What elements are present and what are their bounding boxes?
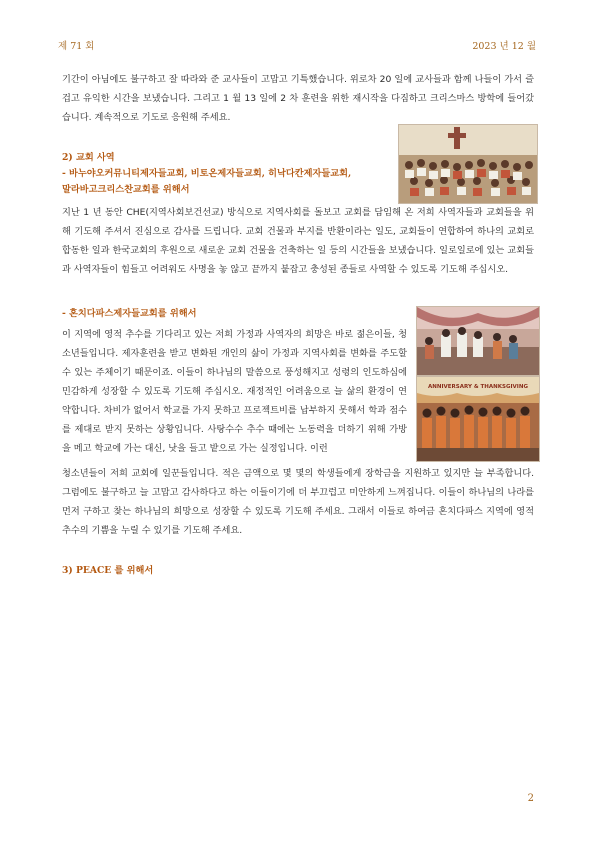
section-2-title: 2) 교회 사역 [62, 152, 115, 163]
issue-number: 제 71 회 [58, 41, 95, 52]
section-2-body: 지난 1 년 동안 CHE(지역사회보건선교) 방식으로 지역사회를 돌보고 교회를 담임해 온 저희 사역자들과 교회들을 위해 기도해 주셔서 진심으로 감사를 드립니다. 교회 건물과 부지를 반환이라는 일도, 교회들이 연합하여 하나의 교회로 합동한 일과 한국교회의 후원으로 새로운 교회 건물을 건축하는 일 등의 시간들을 보냈습니다. 일로일로에 있는 교회들과 사역자들이 힘들고 어려워도 사명을 놓 않고 끝까지 붙잡고 충성된 종들로 사역할 수 있도록 기도해 주십시오. [62, 207, 534, 275]
section-3-title: 3) PEACE 를 위해서 [62, 565, 154, 576]
issue-date: 2023 년 12 월 [472, 41, 536, 52]
section-2-subtitle-line1: - 바누야오커뮤니티제자들교회, 비토온제자들교회, 히낙다칸제자들교회, [62, 168, 352, 179]
page-number: 2 [527, 793, 534, 804]
honchi-body-narrow: 이 지역에 영적 추수를 기다리고 있는 저희 가정과 사역자의 희망은 바로 젊은이들, 청소년들입니다. 제자훈련을 받고 변화된 개인의 삶이 가정과 지역사회를 변화를 주도할 수 있는 주체이기 때문이죠. 이들이 하나님의 말씀으로 풍성해지고 성령의 인도하심에 민감하게 성장할 수 있도록 기도해 주십시오. 재정적인 어려움으로 늘 삶의 환경이 연약합니다. 차비가 없어서 학교를 가지 못하고 프로젝트비를 납부하지 못해서 학과 점수를 제대로 받지 못하는 상황입니다. 사탕수수 추수 때에는 노동력을 더하기 위해 가방을 메고 학교에 가는 대신, 낫을 들고 밭으로 가는 실정입니다. 이런 [62, 329, 407, 454]
honchi-body-full: 청소년들이 저희 교회에 일꾼들입니다. 적은 금액으로 몇 몇의 학생들에게 장학금을 지원하고 있지만 늘 부족합니다. 그럼에도 불구하고 늘 고맙고 감사하다고 하는 이들이기에 더 부끄럽고 미안하게 느껴집니다. 이들이 하나님의 나라를 먼저 구하고 찾는 하나님의 희망으로 성장할 수 있도록 기도해 주세요. 그래서 이들로 하여금 혼치다파스 지역에 영적 추수의 기쁨을 누릴 수 있기를 기도해 주세요. [62, 468, 534, 536]
honchi-section-title: - 혼치다파스제자들교회를 위해서 [62, 308, 197, 319]
intro-paragraph: 기간이 아님에도 불구하고 잘 따라와 준 교사들이 고맙고 기특했습니다. 위로차 20 일에 교사들과 함께 나들이 가서 즐겁고 유익한 시간을 보냈습니다. 그리고 1 월 13 일에 2 차 훈련을 위한 재시작을 다짐하고 크리스마스 방학에 들어갔습니다. 계속적으로 기도로 응원해 주세요. [62, 74, 534, 123]
worship-service-photo [416, 306, 540, 376]
anniversary-group-photo [416, 376, 540, 462]
anniversary-banner-text: ANNIVERSARY & THANKSGIVING [428, 384, 528, 390]
church-children-photo [398, 124, 538, 204]
section-2-subtitle-line2: 말라바고크리스찬교회를 위해서 [62, 184, 190, 195]
